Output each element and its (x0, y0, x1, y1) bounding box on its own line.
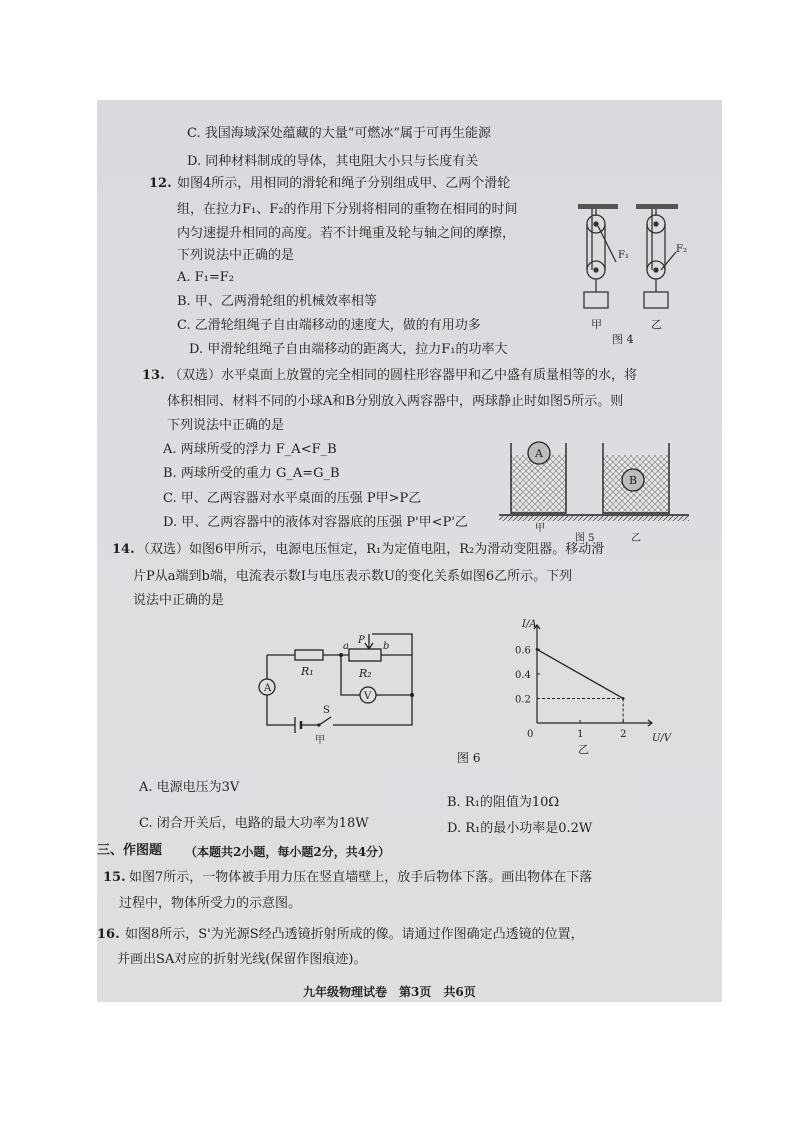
switch-s-label: S (323, 705, 330, 716)
ball-b-label: B (629, 474, 638, 487)
q13-number: 13. (142, 368, 165, 383)
q14-option-a: A. 电源电压为3V (139, 780, 240, 795)
x-axis-label: U/V (652, 733, 672, 744)
slider-p-label: P (358, 635, 365, 646)
q15-stem-line1: 如图7所示，一物体被手用力压在竖直墙壁上，放手后物体下落。画出物体在下落 (129, 870, 593, 885)
q12-stem-line3: 内匀速提升相同的高度。若不计绳重及轮与轴之间的摩擦， (177, 226, 516, 241)
pulley-yi-label: 乙 (651, 318, 662, 331)
page-footer: 九年级物理试卷 第3页 共6页 (303, 985, 476, 999)
y-tick-label-0: 0.2 (515, 694, 531, 706)
q14-stem-line1: （双选）如图6甲所示，电源电压恒定，R₁为定值电阻，R₂为滑动变阻器。移动滑 (137, 542, 605, 557)
figure-5-containers (499, 435, 697, 545)
q14-stem-line2: 片P从a端到b端，电流表示数I与电压表示数U的变化关系如图6乙所示。下列 (133, 569, 573, 584)
section-3-title: 三、作图题 (97, 843, 163, 858)
force-f2-label: F₂ (676, 244, 687, 255)
voltmeter-label: V (364, 691, 372, 702)
figure-4-pulleys (572, 200, 687, 350)
q14-number: 14. (112, 542, 135, 557)
data-point-0 (536, 648, 539, 651)
figure-5-caption: 图 5 (575, 533, 595, 544)
q14-option-b: B. R₁的阻值为10Ω (447, 795, 560, 810)
q13-stem-line3: 下列说法中正确的是 (167, 418, 285, 433)
figure-4-caption: 图 4 (612, 333, 634, 346)
circuit-jia-label: 甲 (315, 735, 325, 745)
q13-option-d: D. 甲、乙两容器中的液体对容器底的压强 P'甲<P'乙 (163, 515, 468, 530)
figure-6-iv-graph (502, 615, 672, 755)
y-axis-label: I/A (522, 619, 537, 630)
q12-option-c: C. 乙滑轮组绳子自由端移动的速度大，做的有用功多 (177, 318, 481, 333)
y-tick-label-1: 0.4 (515, 669, 531, 681)
data-point-1 (622, 697, 625, 700)
x-tick-label-1: 1 (577, 729, 584, 740)
ball-a-label: A (535, 447, 543, 460)
container-jia-label: 甲 (535, 523, 545, 534)
pulley-jia-label: 甲 (591, 318, 602, 331)
q12-stem-line2: 组，在拉力F₁、F₂的作用下分别将相同的重物在相同的时间 (177, 202, 518, 217)
q16-stem-line2: 并画出SA对应的折射光线(保留作图痕迹)。 (117, 952, 367, 967)
q13-stem-line2: 体积相同、材料不同的小球A和B分别放入两容器中，两球静止时如图5所示。则 (167, 394, 624, 409)
q15-number: 15. (103, 870, 126, 885)
q14-option-d: D. R₁的最小功率是0.2W (447, 821, 593, 836)
q11-option-c: C. 我国海域深处蕴藏的大量“可燃冰”属于可再生能源 (187, 126, 492, 141)
iv-line (537, 649, 623, 698)
q12-option-a: A. F₁=F₂ (177, 270, 235, 285)
q15-stem-line2: 过程中，物体所受力的示意图。 (119, 896, 302, 911)
q13-option-b: B. 两球所受的重力 G_A=G_B (163, 466, 340, 481)
q14-option-c: C. 闭合开关后，电路的最大功率为18W (139, 816, 369, 831)
q12-option-b: B. 甲、乙两滑轮组的机械效率相等 (177, 294, 377, 309)
force-f1-label: F₁ (618, 250, 629, 261)
q12-stem-line4: 下列说法中正确的是 (177, 248, 295, 263)
q12-number: 12. (149, 176, 172, 191)
q14-stem-line3: 说法中正确的是 (133, 593, 225, 608)
terminal-a-label: a (343, 641, 349, 652)
q16-stem-line1: 如图8所示，S'为光源S经凸透镜折射所成的像。请通过作图确定凸透镜的位置， (125, 927, 584, 942)
exam-page (97, 100, 722, 1002)
table-surface (499, 515, 689, 521)
y-tick-label-2: 0.6 (515, 645, 531, 657)
q16-number: 16. (97, 927, 120, 942)
q12-stem-line1: 如图4所示，用相同的滑轮和绳子分别组成甲、乙两个滑轮 (177, 176, 511, 191)
graph-yi-label: 乙 (578, 743, 589, 755)
ammeter-label: A (264, 683, 272, 694)
container-yi-label: 乙 (631, 533, 641, 544)
q12-option-d: D. 甲滑轮组绳子自由端移动的距离大，拉力F₁的功率大 (189, 342, 508, 357)
q13-stem-line1: （双选）水平桌面上放置的完全相同的圆柱形容器甲和乙中盛有质量相等的水，将 (169, 368, 638, 383)
x-tick-label-0: 0 (527, 729, 534, 740)
terminal-b-label: b (383, 641, 390, 652)
r1-label: R₁ (301, 665, 314, 678)
q13-option-c: C. 甲、乙两容器对水平桌面的压强 P甲>P乙 (163, 491, 422, 506)
ceiling-yi (636, 204, 678, 209)
figure-6-circuit (257, 625, 427, 745)
x-tick-label-2: 2 (620, 729, 627, 740)
section-3-note: （本题共2小题，每小题2分，共4分） (185, 845, 391, 859)
q13-option-a: A. 两球所受的浮力 F_A<F_B (163, 442, 337, 457)
figure-6-caption: 图 6 (457, 751, 481, 765)
r2-label: R₂ (359, 667, 372, 680)
q11-option-d: D. 同种材料制成的导体，其电阻大小只与长度有关 (187, 154, 479, 169)
ceiling-jia (578, 204, 618, 209)
